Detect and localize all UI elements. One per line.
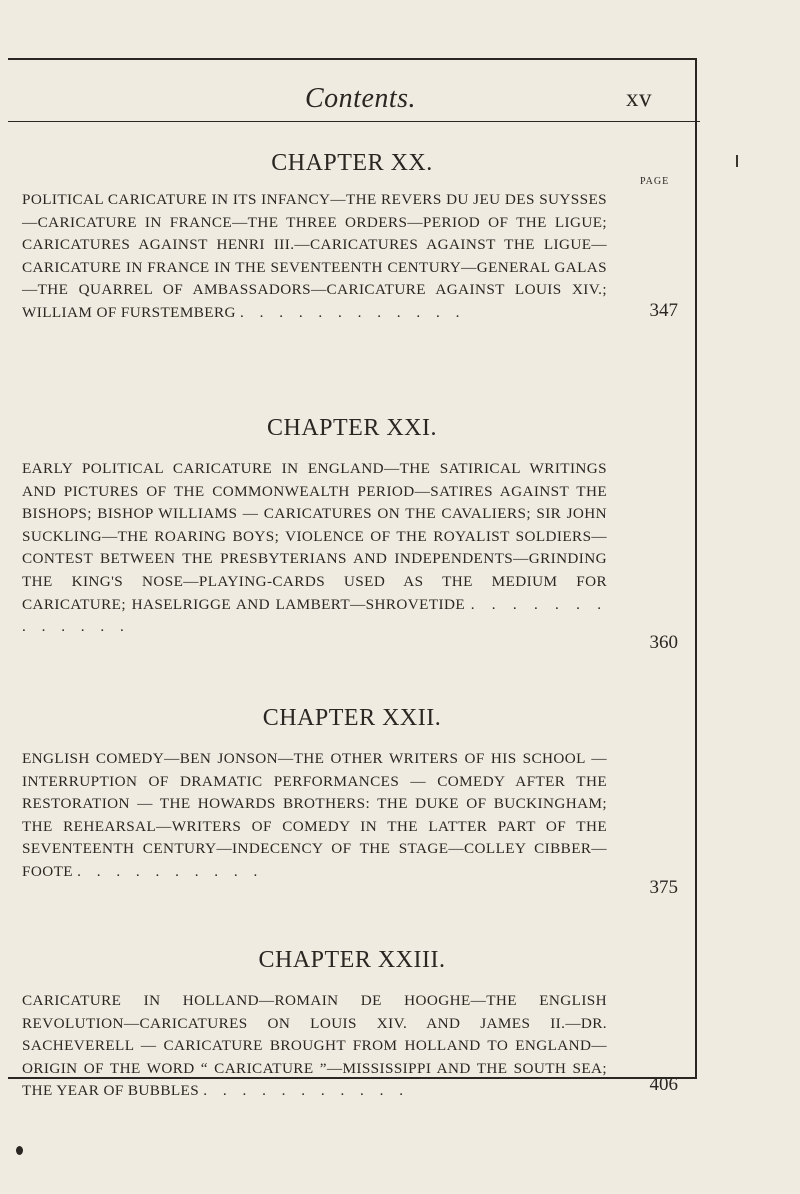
running-title: Contents.	[305, 83, 417, 114]
chapter-entry	[18, 705, 678, 898]
chapter-summary-text: EARLY POLITICAL CARICATURE IN ENGLAND—THE SATIRICAL WRITINGS AND PICTURES OF THE COMMONWEALTH PERIOD—SATIRES AGAINST THE BISHOPS; BISHOP WILLIAMS — CARICATURES ON THE CAVALIERS; SIR JOHN SUCKLING—THE ROARING BOYS; VIOLENCE OF THE ROYALIST SOLDIERS—CONTEST BETWEEN THE PRESBYTERIANS AND INDEPENDENTS—GRINDING THE KING'S NOSE—PLAYING-CARDS USED AS THE MEDIUM FOR CARICATURE; HASELRIGGE AND LAMBERT—SHROVETIDE	[22, 460, 607, 613]
chapter-page-ref: 375	[649, 877, 678, 898]
chapter-summary-text: POLITICAL CARICATURE IN ITS INFANCY—THE REVERS DU JEU DES SUYSSES—CARICATURE IN FRANCE—THE THREE ORDERS—PERIOD OF THE LIGUE; CARICATURES AGAINST HENRI III.—CARICATURES AGAINST THE LIGUE—CARICATURE IN FRANCE IN THE SEVENTEENTH CENTURY—GENERAL GALAS—THE QUARREL OF AMBASSADORS—CARICATURE AGAINST LOUIS XIV.; WILLIAM OF FURSTEMBERG	[22, 191, 607, 321]
chapter-title: CHAPTER XXII.	[262, 705, 442, 731]
leader-dots: . . . . . . . . . .	[77, 862, 264, 880]
margin-mark	[736, 155, 738, 167]
chapter-summary-text: CARICATURE IN HOLLAND—ROMAIN DE HOOGHE—THE ENGLISH REVOLUTION—CARICATURES ON LOUIS XIV. AND JAMES II.—DR. SACHEVERELL — CARICATURE BROUGHT FROM HOLLAND TO ENGLAND— ORIGIN OF THE WORD “ CARICATURE ”—MISSISSIPPI AND THE SOUTH SEA; THE YEAR OF BUBBLES	[22, 992, 607, 1100]
chapter-summary	[18, 458, 607, 639]
leader-dots: . . . . . . . . . . . .	[240, 303, 466, 321]
page-header	[0, 75, 700, 115]
chapter-title: CHAPTER XXIII.	[258, 947, 446, 973]
chapter-summary	[18, 990, 607, 1103]
bullet-mark	[16, 1146, 23, 1155]
chapter-entry	[18, 415, 678, 653]
header-rule	[8, 121, 700, 122]
chapter-page-ref: 347	[649, 300, 678, 321]
chapter-summary	[18, 748, 607, 884]
chapter-entry	[18, 150, 678, 325]
chapter-summary	[18, 189, 607, 325]
leader-dots: . . . . . . . . . . . . .	[22, 595, 607, 636]
leader-dots: . . . . . . . . . . .	[203, 1082, 410, 1100]
page-number: xv	[626, 85, 652, 112]
chapter-title: CHAPTER XX.	[271, 150, 433, 176]
right-rule	[695, 58, 697, 1078]
chapter-summary-text: ENGLISH COMEDY—BEN JONSON—THE OTHER WRITERS OF HIS SCHOOL —INTERRUPTION OF DRAMATIC PERFORMANCES — COMEDY AFTER THE RESTORATION — THE HOWARDS BROTHERS: THE DUKE OF BUCKINGHAM; THE REHEARSAL—WRITERS OF COMEDY IN THE LATTER PART OF THE SEVENTEENTH CENTURY—INDECENCY OF THE STAGE—COLLEY CIBBER—FOOTE	[22, 750, 607, 880]
chapter-page-ref: 406	[649, 1074, 678, 1095]
top-rule	[8, 58, 697, 60]
page-column-label: PAGE	[640, 176, 670, 187]
chapter-title: CHAPTER XXI.	[266, 415, 437, 441]
chapter-page-ref: 360	[649, 632, 678, 653]
chapter-entry	[18, 947, 678, 1103]
